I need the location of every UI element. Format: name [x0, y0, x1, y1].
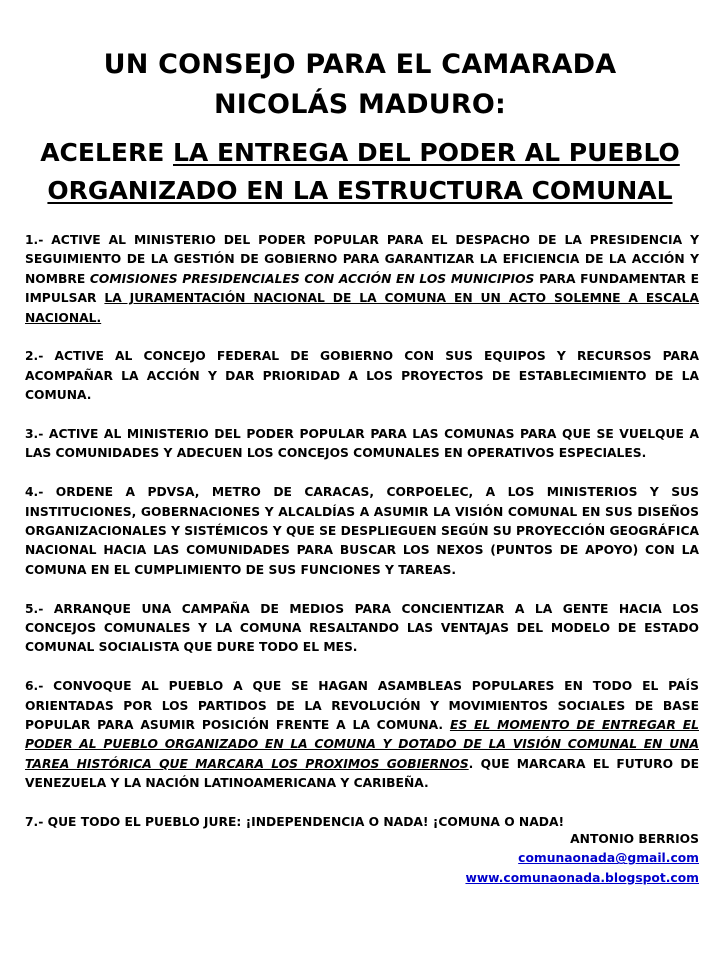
subtitle-underlined-1: LA ENTREGA DEL PODER AL PUEBLO	[173, 138, 680, 167]
paragraph-1-italic: COMISIONES PRESIDENCIALES CON ACCIÓN EN LOS MUNICIPIOS	[89, 271, 535, 286]
paragraph-6-text-a: 6.- CONVOQUE AL PUEBLO A QUE SE HAGAN ASAMBLEAS POPULARES EN TODO EL PAÍS ORIENTADAS POR LOS PARTIDOS DE LA REVOLUCIÓN Y MOVIMIENTOS SOCIALES DE BASE POPULAR PARA ASUMIR POSICIÓN FRENTE A LA COMUNA.	[25, 679, 699, 733]
paragraph-3: 3.- ACTIVE AL MINISTERIO DEL PODER POPULAR PARA LAS COMUNAS PARA QUE SE VUELQUE A LAS COMUNIDADES Y ADECUEN LOS CONCEJOS COMUNALES EN OPERATIVOS ESPECIALES.	[25, 427, 699, 461]
paragraph-7: 7.- QUE TODO EL PUEBLO JURE: ¡INDEPENDENCIA O NADA! ¡COMUNA O NADA!	[25, 815, 565, 830]
paragraph-1-underlined: LA JURAMENTACIÓN NACIONAL DE LA COMUNA EN UN ACTO SOLEMNE A ESCALA NACIONAL.	[25, 291, 699, 325]
paragraph-5: 5.- ARRANQUE UNA CAMPAÑA DE MEDIOS PARA CONCIENTIZAR A LA GENTE HACIA LOS CONCEJOS COMUNALES Y LA COMUNA RESALTANDO LAS VENTAJAS DEL MODELO DE ESTADO COMUNAL SOCIALISTA QUE DURE TODO EL MES.	[25, 601, 699, 655]
signature-block	[465, 830, 699, 888]
website-link[interactable]: www.comunaonada.blogspot.com	[465, 870, 699, 885]
subtitle-line-1	[20, 134, 700, 172]
paragraph-6-emphasis: ES EL MOMENTO DE ENTREGAR EL PODER AL PUEBLO ORGANIZADO EN LA COMUNA Y DOTADO DE LA VISIÓN COMUNAL EN UNA TAREA HISTÓRICA QUE MARCARA LOS PROXIMOS GOBIERNOS	[25, 718, 699, 771]
document-body	[25, 231, 699, 833]
page-subtitle	[20, 134, 700, 210]
paragraph-2: 2.- ACTIVE AL CONCEJO FEDERAL DE GOBIERNO CON SUS EQUIPOS Y RECURSOS PARA ACOMPAÑAR LA ACCIÓN Y DAR PRIORIDAD A LOS PROYECTOS DE ESTABLECIMIENTO DE LA COMUNA.	[25, 349, 699, 403]
paragraph-6-text-c: . QUE MARCARA EL FUTURO DE VENEZUELA Y LA NACIÓN LATINOAMERICANA Y CARIBEÑA.	[25, 756, 699, 791]
paragraph-1-text-a: 1.- ACTIVE AL MINISTERIO DEL PODER POPULAR PARA EL DESPACHO DE LA PRESIDENCIA Y SEGUIMIENTO DE LA GESTIÓN DE GOBIERNO PARA GARANTIZAR LA EFICIENCIA DE LA ACCIÓN Y NOMBRE	[25, 233, 699, 286]
subtitle-line-2	[20, 172, 700, 210]
email-link[interactable]: comunaonada@gmail.com	[518, 851, 699, 866]
subtitle-prefix: ACELERE	[40, 138, 173, 167]
signature-name: ANTONIO BERRIOS	[570, 832, 699, 846]
paragraph-1-text-c: PARA FUNDAMENTAR E IMPULSAR	[25, 271, 699, 306]
page-title	[20, 45, 700, 125]
title-line-2: NICOLÁS MADURO:	[214, 89, 506, 120]
subtitle-underlined-2: ORGANIZADO EN LA ESTRUCTURA COMUNAL	[47, 176, 673, 205]
paragraph-1	[25, 231, 699, 328]
title-line-1: UN CONSEJO PARA EL CAMARADA	[103, 49, 617, 80]
paragraph-4: 4.- ORDENE A PDVSA, METRO DE CARACAS, CORPOELEC, A LOS MINISTERIOS Y SUS INSTITUCIONES, GOBERNACIONES Y ALCALDÍAS A ASUMIR LA VISIÓN COMUNAL EN SUS DISEÑOS ORGANIZACIONALES Y SISTÉMICOS Y QUE SE DESPLIEGUEN SEGÚN SU PROYECCIÓN GEOGRÁFICA NACIONAL HACIA LAS COMUNIDADES PARA BUSCAR LOS NEXOS (PUNTOS DE APOYO) CON LA COMUNA EN EL CUMPLIMIENTO DE SUS FUNCIONES Y TAREAS.	[25, 485, 699, 577]
paragraph-6	[25, 677, 699, 793]
